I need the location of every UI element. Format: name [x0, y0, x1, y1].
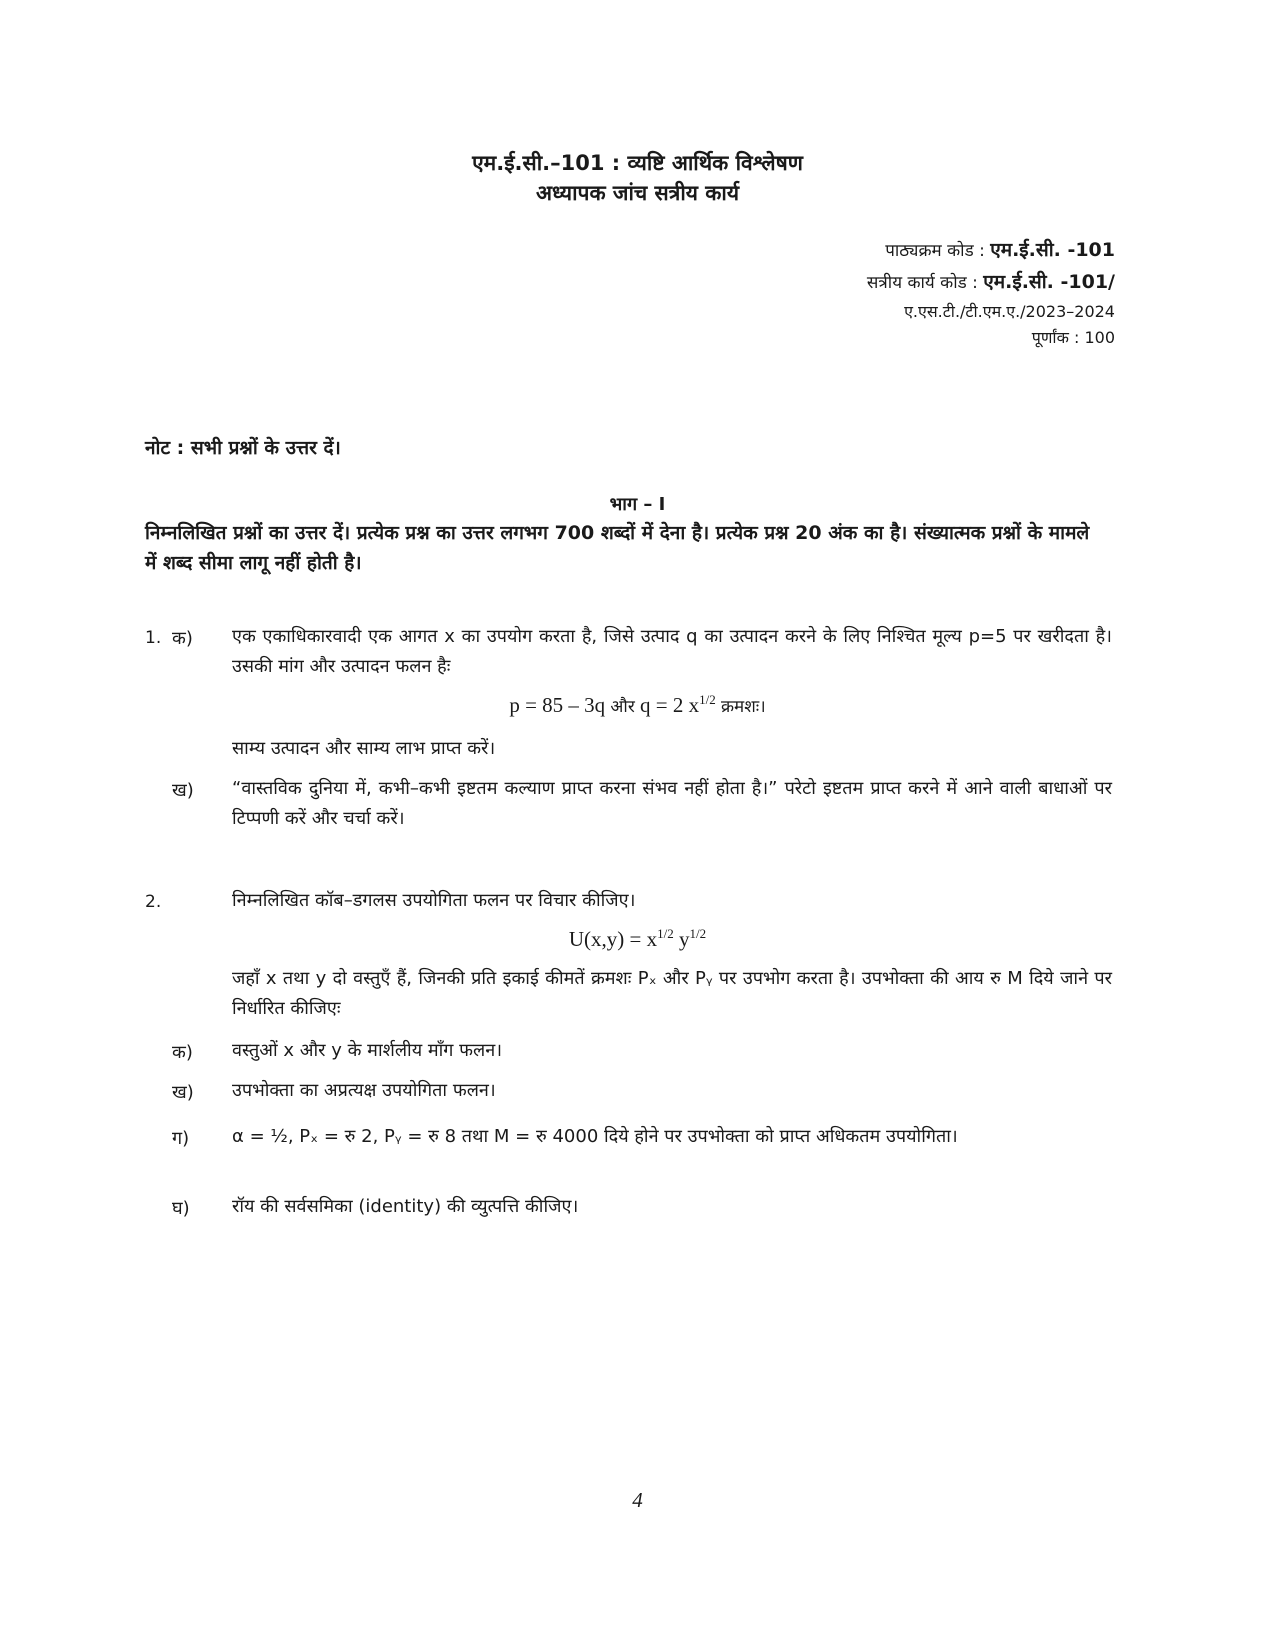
page-number: 4	[632, 1488, 643, 1512]
assignment-code-value: एम.ई.सी. -101/	[983, 271, 1115, 293]
course-code-value: एम.ई.सी. -101	[990, 239, 1115, 261]
part-instructions: निम्नलिखित प्रश्नों का उत्तर दें। प्रत्येक प्रश्न का उत्तर लगभग 700 शब्दों में देना है। प्रत्येक प्रश्न 20 अंक का है। संख्यात्मक प्रश्नों के मामले में शब्द सीमा लागू नहीं होती है।	[145, 522, 1090, 574]
question-2c-text: α = ½, Pₓ = रु 2, Pᵧ = रु 8 तथा M = रु 4000 दिये होने पर उपभोक्ता को प्राप्त अधिकतम उपयोगिता।	[232, 1126, 958, 1147]
question-1b-label: ख)	[172, 780, 194, 801]
question-1b-text: “वास्तविक दुनिया में, कभी–कभी इष्टतम कल्याण प्राप्त करना संभव नहीं होता है।” परेटो इष्टतम प्राप्त करने में आने वाली बाधाओं पर टिप्पणी करें और चर्चा करें।	[232, 778, 1112, 829]
equation-exponent-x: 1/2	[657, 926, 674, 941]
question-1-equation	[0, 692, 1275, 718]
max-marks-label: पूर्णांक :	[1031, 328, 1080, 347]
note: नोट : सभी प्रश्नों के उत्तर दें।	[145, 437, 341, 459]
question-2b-text: उपभोक्ता का अप्रत्यक्ष उपयोगिता फलन।	[232, 1080, 496, 1101]
question-2d-label: घ)	[172, 1198, 190, 1219]
assignment-code	[867, 268, 1115, 297]
equation-p: p = 85 – 3q	[509, 693, 606, 717]
equation-q: q = 2 x	[640, 693, 700, 717]
equation-tail: क्रमशः।	[721, 697, 766, 717]
question-1-number: 1.	[145, 628, 162, 648]
equation-u: U(x,y) = x	[568, 927, 658, 951]
document-subtitle: अध्यापक जांच सत्रीय कार्य	[535, 181, 740, 205]
document-title: एम.ई.सी.–101 : व्यष्टि आर्थिक विश्लेषण	[472, 151, 803, 175]
question-2-description: जहाँ x तथा y दो वस्तुएँ हैं, जिनकी प्रति इकाई कीमतें क्रमशः Pₓ और Pᵧ पर उपभोग करता है। उपभोक्ता की आय रु M दिये जाने पर निर्धारित कीजिएः	[232, 968, 1112, 1019]
equation-y: y	[679, 927, 690, 951]
question-2d-text: रॉय की सर्वसमिका (identity) की व्युत्पत्ति कीजिए।	[232, 1196, 579, 1217]
question-2-number: 2.	[145, 892, 162, 912]
equation-exponent-y: 1/2	[689, 926, 707, 941]
question-2-intro: निम्नलिखित कॉब–डगलस उपयोगिता फलन पर विचार कीजिए।	[232, 890, 636, 911]
question-2b-label: ख)	[172, 1082, 194, 1103]
course-code	[885, 236, 1115, 265]
equation-and: और	[610, 697, 635, 717]
question-2a-label: क)	[172, 1042, 193, 1063]
question-1a-text: एक एकाधिकारवादी एक आगत x का उपयोग करता है, जिसे उत्पाद q का उत्पादन करने के लिए निश्चित मूल्य p=5 पर खरीदता है। उसकी मांग और उत्पादन फलन हैः	[232, 626, 1112, 677]
question-2c-label: ग)	[172, 1128, 190, 1149]
question-2a-text: वस्तुओं x और y के मार्शलीय माँग फलन।	[232, 1040, 503, 1061]
equation-exponent: 1/2	[699, 692, 716, 707]
assignment-code-label: सत्रीय कार्य कोड :	[866, 273, 978, 293]
question-2-equation	[0, 926, 1275, 952]
max-marks-value: 100	[1084, 328, 1115, 347]
assignment-code-line2: ए.एस.टी./टी.एम.ए./2023–2024	[904, 302, 1115, 321]
part-heading: भाग – I	[609, 494, 666, 515]
question-1a-text2: साम्य उत्पादन और साम्य लाभ प्राप्त करें।	[232, 738, 496, 759]
max-marks	[1032, 324, 1115, 352]
question-1a-label: क)	[172, 628, 193, 649]
course-code-label: पाठ्यक्रम कोड :	[885, 241, 985, 261]
